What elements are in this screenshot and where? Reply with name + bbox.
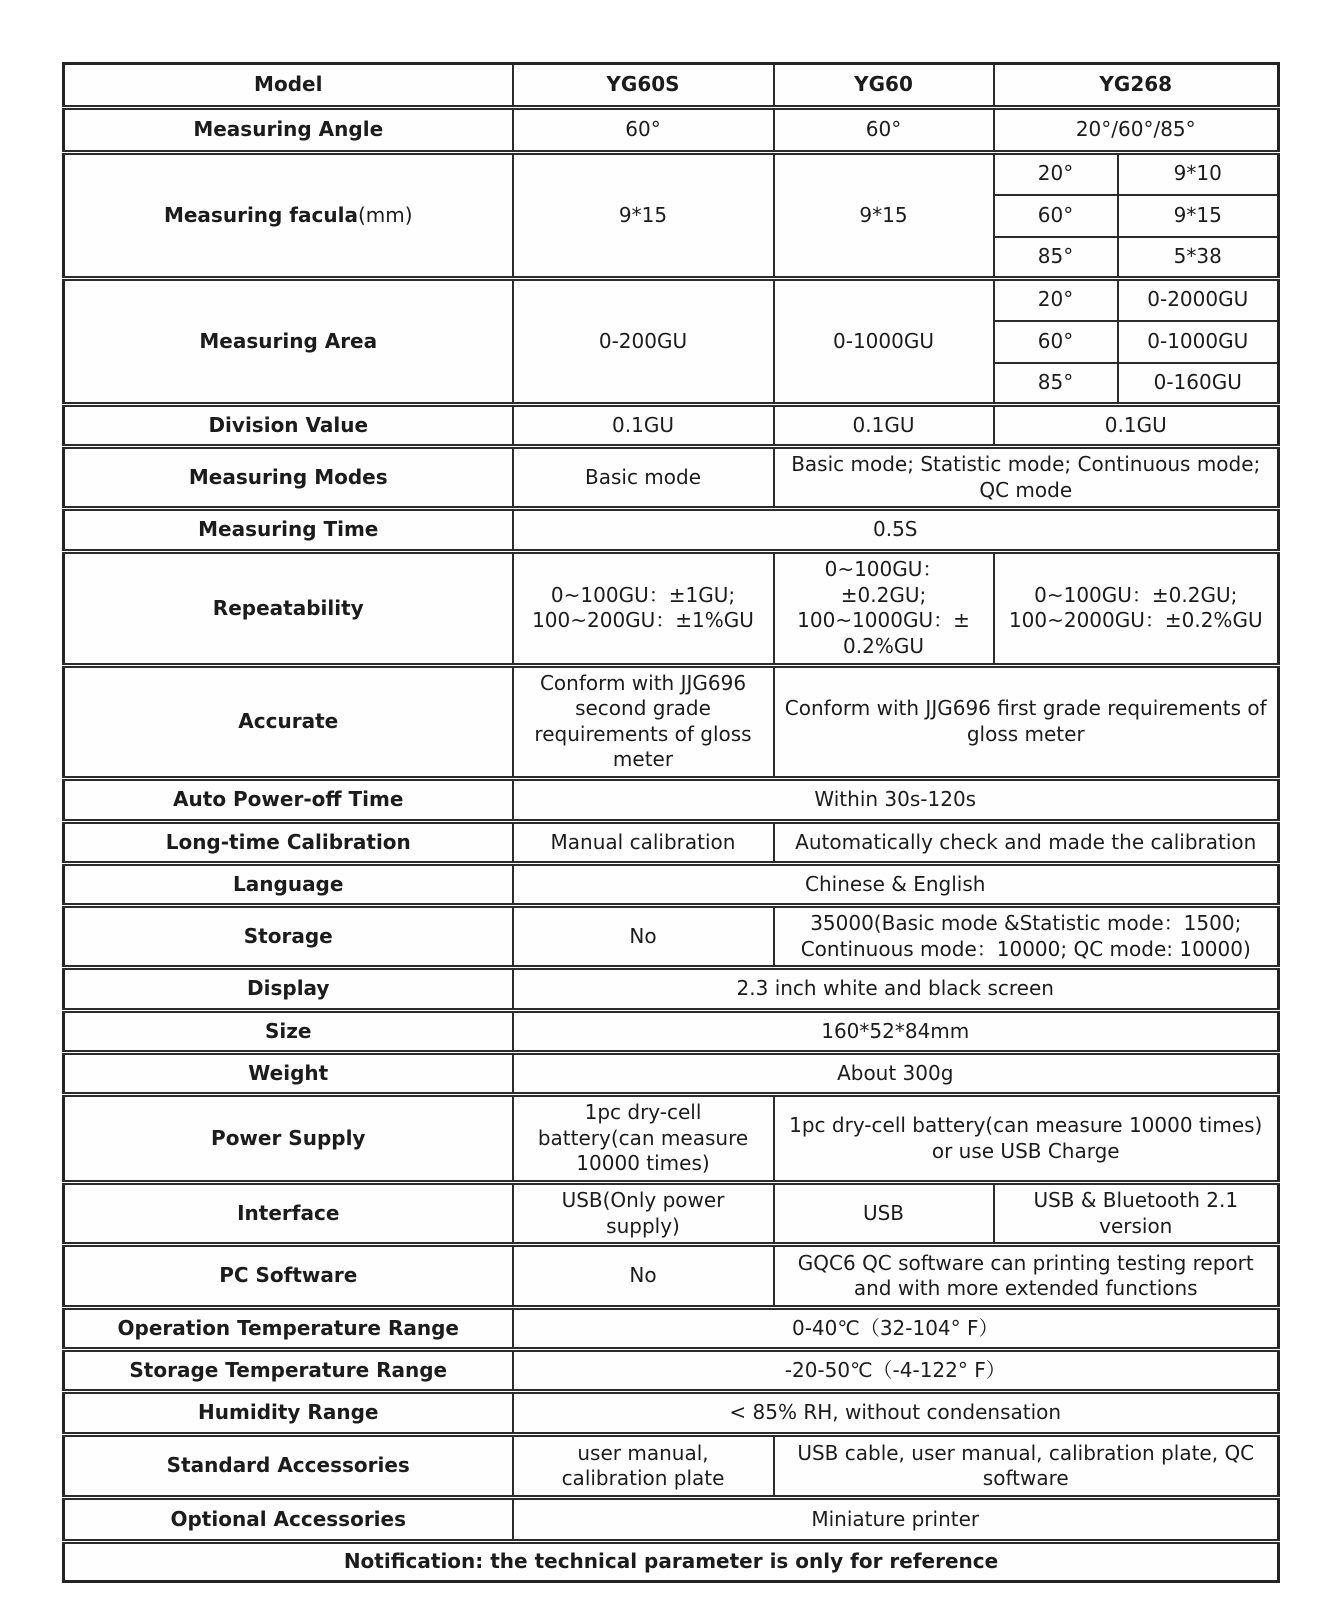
cell-repeatability-yg60s: 0~100GU：±1GU; 100~200GU：±1%GU bbox=[513, 552, 774, 665]
row-label-long-time-calibration: Long-time Calibration bbox=[64, 821, 513, 863]
row-label-optional-accessories: Optional Accessories bbox=[64, 1498, 513, 1542]
table-row-size bbox=[64, 1011, 1279, 1053]
cell-area-yg268-value-20: 0-2000GU bbox=[1118, 279, 1279, 321]
table-row-optional-accessories bbox=[64, 1498, 1279, 1542]
cell-facula-yg268-angle-85: 85° bbox=[994, 237, 1118, 279]
cell-division-value-yg60: 0.1GU bbox=[774, 405, 994, 447]
cell-area-yg268-angle-60: 60° bbox=[994, 321, 1118, 363]
row-label-storage: Storage bbox=[64, 905, 513, 967]
cell-division-value-yg60s: 0.1GU bbox=[513, 405, 774, 447]
cell-accurate-yg60s: Conform with JJG696 second grade requirements of gloss meter bbox=[513, 665, 774, 778]
table-row-storage-temperature bbox=[64, 1350, 1279, 1392]
cell-storage-shared: 35000(Basic mode &Statistic mode：1500; Continuous mode：10000; QC mode: 10000) bbox=[774, 905, 1279, 967]
table-row-pc-software bbox=[64, 1245, 1279, 1308]
cell-pc-software-shared: GQC6 QC software can printing testing report and with more extended functions bbox=[774, 1245, 1279, 1308]
row-label-measuring-modes: Measuring Modes bbox=[64, 447, 513, 509]
table-row-notification bbox=[64, 1542, 1279, 1582]
cell-long-time-calibration-shared: Automatically check and made the calibration bbox=[774, 821, 1279, 863]
table-row-measuring-time bbox=[64, 509, 1279, 552]
cell-power-supply-shared: 1pc dry-cell battery(can measure 10000 times) or use USB Charge bbox=[774, 1095, 1279, 1183]
row-label-power-supply: Power Supply bbox=[64, 1095, 513, 1183]
row-label-weight: Weight bbox=[64, 1053, 513, 1095]
row-label-accurate: Accurate bbox=[64, 665, 513, 778]
table-row-language bbox=[64, 863, 1279, 905]
cell-interface-yg60s: USB(Only power supply) bbox=[513, 1182, 774, 1244]
cell-long-time-calibration-yg60s: Manual calibration bbox=[513, 821, 774, 863]
model-header-yg268: YG268 bbox=[994, 64, 1279, 108]
table-row-display bbox=[64, 968, 1279, 1011]
spec-table bbox=[62, 62, 1280, 1583]
row-label-display: Display bbox=[64, 968, 513, 1011]
cell-interface-yg60: USB bbox=[774, 1182, 994, 1244]
table-row-auto-power-off bbox=[64, 778, 1279, 821]
row-label-repeatability: Repeatability bbox=[64, 552, 513, 665]
cell-weight-all: About 300g bbox=[513, 1053, 1279, 1095]
table-row-humidity bbox=[64, 1392, 1279, 1435]
table-row-measuring-area bbox=[64, 279, 1279, 321]
notification-text: Notification: the technical parameter is only for reference bbox=[64, 1542, 1279, 1582]
measuring-facula-label: Measuring facula bbox=[163, 202, 358, 227]
cell-facula-yg268-value-60: 9*15 bbox=[1118, 195, 1279, 237]
table-row-model bbox=[64, 64, 1279, 108]
cell-repeatability-yg268: 0~100GU：±0.2GU; 100~2000GU：±0.2%GU bbox=[994, 552, 1279, 665]
row-label-division-value: Division Value bbox=[64, 405, 513, 447]
cell-measuring-area-yg60: 0-1000GU bbox=[774, 279, 994, 405]
table-row-storage bbox=[64, 905, 1279, 967]
cell-area-yg268-value-60: 0-1000GU bbox=[1118, 321, 1279, 363]
cell-humidity-all: < 85% RH, without condensation bbox=[513, 1392, 1279, 1435]
table-row-repeatability bbox=[64, 552, 1279, 665]
table-row-long-time-calibration bbox=[64, 821, 1279, 863]
cell-display-all: 2.3 inch white and black screen bbox=[513, 968, 1279, 1011]
cell-measuring-modes-yg60s: Basic mode bbox=[513, 447, 774, 509]
table-row-weight bbox=[64, 1053, 1279, 1095]
cell-measuring-modes-shared: Basic mode; Statistic mode; Continuous mode; QC mode bbox=[774, 447, 1279, 509]
cell-facula-yg268-angle-60: 60° bbox=[994, 195, 1118, 237]
cell-language-all: Chinese & English bbox=[513, 863, 1279, 905]
cell-operation-temperature-all: 0-40℃（32-104° F） bbox=[513, 1308, 1279, 1350]
cell-area-yg268-angle-85: 85° bbox=[994, 363, 1118, 405]
cell-accurate-shared: Conform with JJG696 first grade requirements of gloss meter bbox=[774, 665, 1279, 778]
cell-area-yg268-value-85: 0-160GU bbox=[1118, 363, 1279, 405]
row-label-humidity: Humidity Range bbox=[64, 1392, 513, 1435]
row-label-operation-temperature: Operation Temperature Range bbox=[64, 1308, 513, 1350]
row-label-standard-accessories: Standard Accessories bbox=[64, 1435, 513, 1498]
row-label-size: Size bbox=[64, 1011, 513, 1053]
row-label-measuring-facula bbox=[64, 153, 513, 279]
model-header-yg60s: YG60S bbox=[513, 64, 774, 108]
cell-storage-yg60s: No bbox=[513, 905, 774, 967]
cell-standard-accessories-yg60s: user manual, calibration plate bbox=[513, 1435, 774, 1498]
cell-measuring-facula-yg60: 9*15 bbox=[774, 153, 994, 279]
row-label-pc-software: PC Software bbox=[64, 1245, 513, 1308]
row-label-measuring-angle: Measuring Angle bbox=[64, 108, 513, 153]
cell-facula-yg268-angle-20: 20° bbox=[994, 153, 1118, 195]
cell-standard-accessories-shared: USB cable, user manual, calibration plate, QC software bbox=[774, 1435, 1279, 1498]
table-row-division-value bbox=[64, 405, 1279, 447]
measuring-facula-label-suffix: (mm) bbox=[357, 202, 413, 227]
table-row-standard-accessories bbox=[64, 1435, 1279, 1498]
row-label-auto-power-off: Auto Power-off Time bbox=[64, 778, 513, 821]
table-row-measuring-angle bbox=[64, 108, 1279, 153]
row-label-language: Language bbox=[64, 863, 513, 905]
cell-repeatability-yg60: 0~100GU：±0.2GU; 100~1000GU：± 0.2%GU bbox=[774, 552, 994, 665]
cell-auto-power-off-all: Within 30s-120s bbox=[513, 778, 1279, 821]
row-label-interface: Interface bbox=[64, 1182, 513, 1244]
row-label-storage-temperature: Storage Temperature Range bbox=[64, 1350, 513, 1392]
cell-optional-accessories-all: Miniature printer bbox=[513, 1498, 1279, 1542]
cell-facula-yg268-value-85: 5*38 bbox=[1118, 237, 1279, 279]
cell-facula-yg268-value-20: 9*10 bbox=[1118, 153, 1279, 195]
table-row-operation-temperature bbox=[64, 1308, 1279, 1350]
table-row-measuring-modes bbox=[64, 447, 1279, 509]
model-header-yg60: YG60 bbox=[774, 64, 994, 108]
row-label-measuring-time: Measuring Time bbox=[64, 509, 513, 552]
cell-area-yg268-angle-20: 20° bbox=[994, 279, 1118, 321]
cell-pc-software-yg60s: No bbox=[513, 1245, 774, 1308]
table-row-accurate bbox=[64, 665, 1279, 778]
cell-storage-temperature-all: -20-50℃（-4-122° F） bbox=[513, 1350, 1279, 1392]
row-label-measuring-area: Measuring Area bbox=[64, 279, 513, 405]
cell-measuring-angle-yg60s: 60° bbox=[513, 108, 774, 153]
row-label-model: Model bbox=[64, 64, 513, 108]
cell-size-all: 160*52*84mm bbox=[513, 1011, 1279, 1053]
cell-measuring-facula-yg60s: 9*15 bbox=[513, 153, 774, 279]
table-row-interface bbox=[64, 1182, 1279, 1244]
cell-power-supply-yg60s: 1pc dry-cell battery(can measure 10000 times) bbox=[513, 1095, 774, 1183]
cell-measuring-angle-yg60: 60° bbox=[774, 108, 994, 153]
cell-measuring-angle-yg268: 20°/60°/85° bbox=[994, 108, 1279, 153]
cell-measuring-time-all: 0.5S bbox=[513, 509, 1279, 552]
table-row-power-supply bbox=[64, 1095, 1279, 1183]
cell-division-value-yg268: 0.1GU bbox=[994, 405, 1279, 447]
cell-measuring-area-yg60s: 0-200GU bbox=[513, 279, 774, 405]
table-row-measuring-facula bbox=[64, 153, 1279, 195]
cell-interface-yg268: USB & Bluetooth 2.1 version bbox=[994, 1182, 1279, 1244]
